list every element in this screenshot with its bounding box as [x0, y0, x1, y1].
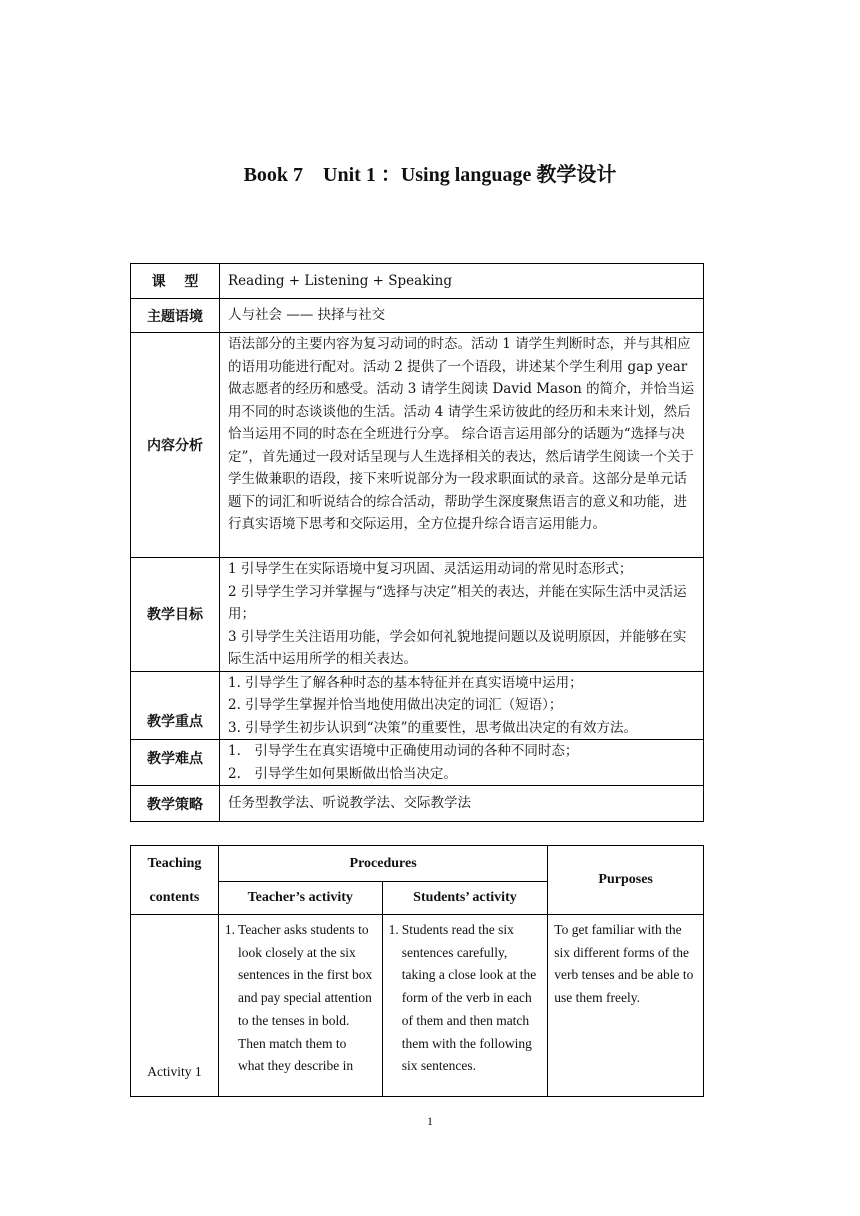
header-teaching: Teaching	[131, 846, 219, 882]
row-label-strategy: 教学策略	[131, 786, 220, 822]
list-item: 1. Students read the six sentences carefully, taking a close look at the form of the verb in each of them and then match them with the following six sentences.	[388, 922, 537, 1074]
row-value-difficulties: 1. 引导学生在真实语境中正确使用动词的各种不同时态； 2. 引导学生如何果断做出恰当决定。	[220, 740, 704, 786]
teacher-activity-cell	[218, 915, 382, 1097]
page-number: 1	[427, 1114, 433, 1128]
header-procedures: Procedures	[218, 846, 547, 882]
row-value-keypoints: 1. 引导学生了解各种时态的基本特征并在真实语境中运用； 2. 引导学生掌握并恰当地使用做出决定的词汇（短语）； 3. 引导学生初步认识到“决策”的重要性，思考做出决定的有效方法。	[220, 671, 704, 740]
row-value-context: 人与社会 —— 抉择与社交	[220, 299, 704, 333]
procedures-table	[130, 845, 704, 1097]
header-teacher-activity: Teacher’s activity	[218, 882, 382, 915]
header-purposes: Purposes	[548, 846, 704, 915]
row-value-analysis: 语法部分的主要内容为复习动词的时态。活动 1 请学生判断时态，并与其相应的语用功能进行配对。活动 2 提供了一个语段，讲述某个学生利用 gap year 做志愿者的经历和感受。活动 3 请学生阅读 David Mason 的简介，并恰当运用不同的时态谈谈他的生活。活动 4 请学生采访彼此的经历和未来计划，然后恰当运用不同的时态在全班进行分享。 综合语言运用部分的话题为“选择与决定”，首先通过一段对话呈现与人生选择相关的表达，然后请学生阅读一个关于学生做兼职的语段，接下来听说部分为一段求职面试的录音。这部分是单元话题下的词汇和听说结合的综合活动，帮助学生深度聚焦语言的意义和功能，进行真实语境下思考和交际运用，全方位提升综合语言运用能力。	[220, 333, 704, 558]
row-value-type: Reading + Listening + Speaking	[220, 264, 704, 299]
row-label-analysis: 内容分析	[131, 333, 220, 558]
header-contents: contents	[131, 882, 219, 915]
row-value-strategy: 任务型教学法、听说教学法、交际教学法	[220, 786, 704, 822]
row-value-objectives: 1 引导学生在实际语境中复习巩固、灵活运用动词的常见时态形式； 2 引导学生学习并掌握与“选择与决定”相关的表达，并能在实际生活中灵活运用； 3 引导学生关注语用功能，学会如何礼貌地提问题以及说明原因，并能够在实际生活中运用所学的相关表达。	[220, 558, 704, 672]
students-activity-cell	[382, 915, 548, 1097]
activity-label: Activity 1	[131, 915, 219, 1097]
lesson-info-table	[130, 263, 704, 822]
row-label-keypoints: 教学重点	[131, 671, 220, 740]
row-label-objectives: 教学目标	[131, 558, 220, 672]
purpose-cell: To get familiar with the six different forms of the verb tenses and be able to use them freely.	[548, 915, 704, 1097]
row-label-difficulties: 教学难点	[131, 740, 220, 786]
row-label-type: 课 型	[131, 264, 220, 299]
list-item: 1. Teacher asks students to look closely at the six sentences in the first box and pay special attention to the tenses in bold. Then match them to what they describe in	[224, 922, 373, 1074]
header-students-activity: Students’ activity	[382, 882, 548, 915]
row-label-context: 主题语境	[131, 299, 220, 333]
document-title: Book 7 Unit 1 ：Using language 教学设计	[243, 164, 617, 186]
